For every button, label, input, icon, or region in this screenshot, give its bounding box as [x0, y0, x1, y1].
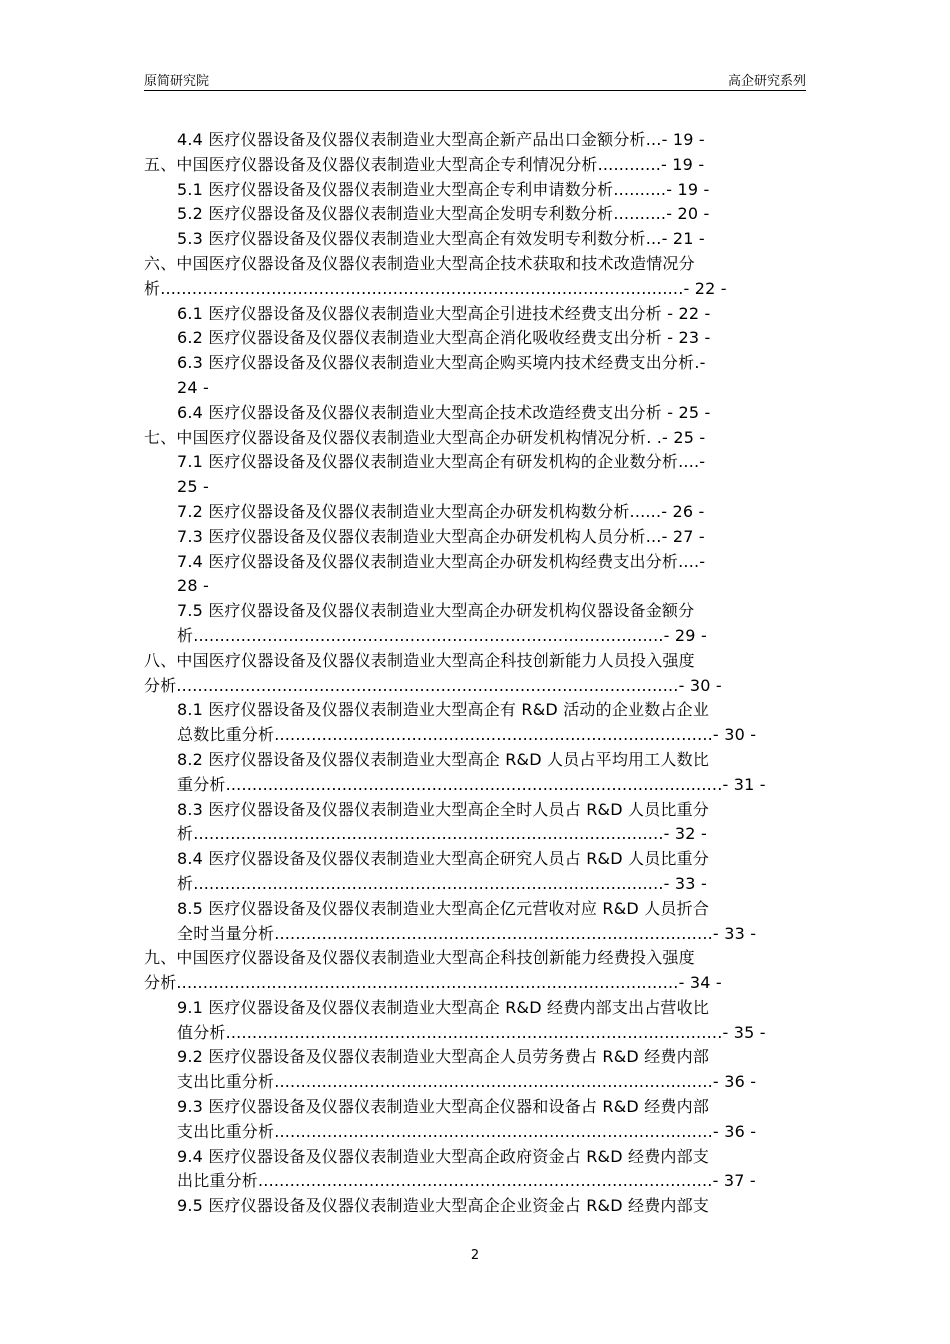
toc-line: 全时当量分析...................................................................................- 33 -: [177, 923, 757, 943]
toc-section-entry[interactable]: [144, 698, 806, 748]
toc-line: 9.4 医疗仪器设备及仪器仪表制造业大型高企政府资金占 R&D 经费内部支: [177, 1146, 710, 1166]
toc-line: 7.5 医疗仪器设备及仪器仪表制造业大型高企办研发机构仪器设备金额分: [177, 601, 695, 621]
header-org-name: 原简研究院: [144, 74, 210, 89]
toc-line: 值分析..............................................................................................- 35 -: [177, 1022, 766, 1042]
toc-line: 7.2 医疗仪器设备及仪器仪表制造业大型高企办研发机构数分析......- 26 -: [177, 501, 705, 521]
toc-chapter-entry[interactable]: [144, 252, 806, 302]
toc-line: 重分析..............................................................................................- 31 -: [177, 774, 766, 794]
toc-section-entry[interactable]: [144, 1045, 806, 1095]
toc-line: 支出比重分析...................................................................................- 36 -: [177, 1121, 757, 1141]
toc-section-entry[interactable]: [144, 450, 806, 500]
toc-line: 九、中国医疗仪器设备及仪器仪表制造业大型高企科技创新能力经费投入强度: [144, 948, 695, 968]
toc-line: 8.5 医疗仪器设备及仪器仪表制造业大型高企亿元营收对应 R&D 人员折合: [177, 898, 710, 918]
toc-chapter-entry[interactable]: [144, 426, 806, 451]
toc-chapter-entry[interactable]: [144, 946, 806, 996]
toc-line: 八、中国医疗仪器设备及仪器仪表制造业大型高企科技创新能力人员投入强度: [144, 650, 695, 670]
toc-section-entry[interactable]: [144, 525, 806, 550]
toc-section-entry[interactable]: [144, 227, 806, 252]
toc-section-entry[interactable]: [144, 847, 806, 897]
toc-line: 5.1 医疗仪器设备及仪器仪表制造业大型高企专利申请数分析..........- 19 -: [177, 179, 710, 199]
toc-section-entry[interactable]: [144, 550, 806, 600]
page-header: [144, 70, 806, 91]
toc-section-entry[interactable]: [144, 599, 806, 649]
toc-section-entry[interactable]: [144, 178, 806, 203]
toc-line: 析.........................................................................................- 32 -: [177, 824, 707, 844]
toc-line: 6.4 医疗仪器设备及仪器仪表制造业大型高企技术改造经费支出分析 - 25 -: [177, 402, 711, 422]
toc-line: 4.4 医疗仪器设备及仪器仪表制造业大型高企新产品出口金额分析...- 19 -: [177, 130, 705, 149]
toc-line: 五、中国医疗仪器设备及仪器仪表制造业大型高企专利情况分析............- 19 -: [144, 154, 705, 174]
toc-section-entry[interactable]: [144, 202, 806, 227]
toc-line: 7.4 医疗仪器设备及仪器仪表制造业大型高企办研发机构经费支出分析....-: [177, 551, 706, 571]
toc-line: 9.2 医疗仪器设备及仪器仪表制造业大型高企人员劳务费占 R&D 经费内部: [177, 1047, 710, 1067]
toc-section-entry[interactable]: [144, 351, 806, 401]
toc-line: 支出比重分析...................................................................................- 36 -: [177, 1072, 757, 1092]
toc-line: 6.1 医疗仪器设备及仪器仪表制造业大型高企引进技术经费支出分析 - 22 -: [177, 303, 711, 323]
toc-section-entry[interactable]: [144, 748, 806, 798]
toc-section-entry[interactable]: [144, 798, 806, 848]
toc-line: 6.3 医疗仪器设备及仪器仪表制造业大型高企购买境内技术经费支出分析.-: [177, 353, 706, 373]
toc-section-entry[interactable]: [144, 1194, 806, 1219]
toc-line: 24 -: [177, 377, 210, 397]
toc-line: 7.3 医疗仪器设备及仪器仪表制造业大型高企办研发机构人员分析...- 27 -: [177, 526, 705, 546]
toc-section-entry[interactable]: [144, 1095, 806, 1145]
toc-section-entry[interactable]: [144, 996, 806, 1046]
toc-line: 总数比重分析...................................................................................- 30 -: [177, 725, 757, 745]
header-series-name: 高企研究系列: [727, 74, 806, 89]
toc-line: 9.5 医疗仪器设备及仪器仪表制造业大型高企企业资金占 R&D 经费内部支: [177, 1196, 710, 1216]
toc-line: 出比重分析......................................................................................- 37 -: [177, 1171, 756, 1191]
toc-section-entry[interactable]: [144, 128, 806, 153]
toc-line: 分析...............................................................................................- 30 -: [144, 675, 722, 695]
toc-chapter-entry[interactable]: [144, 649, 806, 699]
toc-line: 25 -: [177, 477, 210, 497]
toc-section-entry[interactable]: [144, 401, 806, 426]
toc-line: 析.........................................................................................- 33 -: [177, 873, 707, 893]
toc-line: 析.........................................................................................- 29 -: [177, 625, 707, 645]
toc-line: 5.3 医疗仪器设备及仪器仪表制造业大型高企有效发明专利数分析...- 21 -: [177, 229, 705, 249]
toc-line: 六、中国医疗仪器设备及仪器仪表制造业大型高企技术获取和技术改造情况分: [144, 253, 695, 273]
toc-line: 分析...............................................................................................- 34 -: [144, 973, 722, 993]
toc-line: 28 -: [177, 576, 210, 596]
toc-section-entry[interactable]: [144, 1145, 806, 1195]
toc-line: 8.2 医疗仪器设备及仪器仪表制造业大型高企 R&D 人员占平均用工人数比: [177, 749, 710, 769]
toc-line: 7.1 医疗仪器设备及仪器仪表制造业大型高企有研发机构的企业数分析....-: [177, 452, 706, 472]
toc-line: 8.4 医疗仪器设备及仪器仪表制造业大型高企研究人员占 R&D 人员比重分: [177, 849, 710, 869]
toc-line: 9.3 医疗仪器设备及仪器仪表制造业大型高企仪器和设备占 R&D 经费内部: [177, 1097, 710, 1117]
toc-chapter-entry[interactable]: [144, 153, 806, 178]
toc-line: 8.1 医疗仪器设备及仪器仪表制造业大型高企有 R&D 活动的企业数占企业: [177, 700, 710, 720]
toc-section-entry[interactable]: [144, 326, 806, 351]
toc-line: 析...................................................................................................- 22 -: [144, 278, 727, 298]
toc-line: 9.1 医疗仪器设备及仪器仪表制造业大型高企 R&D 经费内部支出占营收比: [177, 997, 710, 1017]
toc-line: 七、中国医疗仪器设备及仪器仪表制造业大型高企办研发机构情况分析. .- 25 -: [144, 427, 706, 447]
toc-section-entry[interactable]: [144, 897, 806, 947]
toc-section-entry[interactable]: [144, 302, 806, 327]
toc-section-entry[interactable]: [144, 500, 806, 525]
toc-line: 5.2 医疗仪器设备及仪器仪表制造业大型高企发明专利数分析..........- 20 -: [177, 204, 710, 224]
table-of-contents: [144, 128, 806, 1219]
page-number: 2: [470, 1248, 480, 1263]
toc-line: 8.3 医疗仪器设备及仪器仪表制造业大型高企全时人员占 R&D 人员比重分: [177, 799, 710, 819]
toc-line: 6.2 医疗仪器设备及仪器仪表制造业大型高企消化吸收经费支出分析 - 23 -: [177, 328, 711, 348]
